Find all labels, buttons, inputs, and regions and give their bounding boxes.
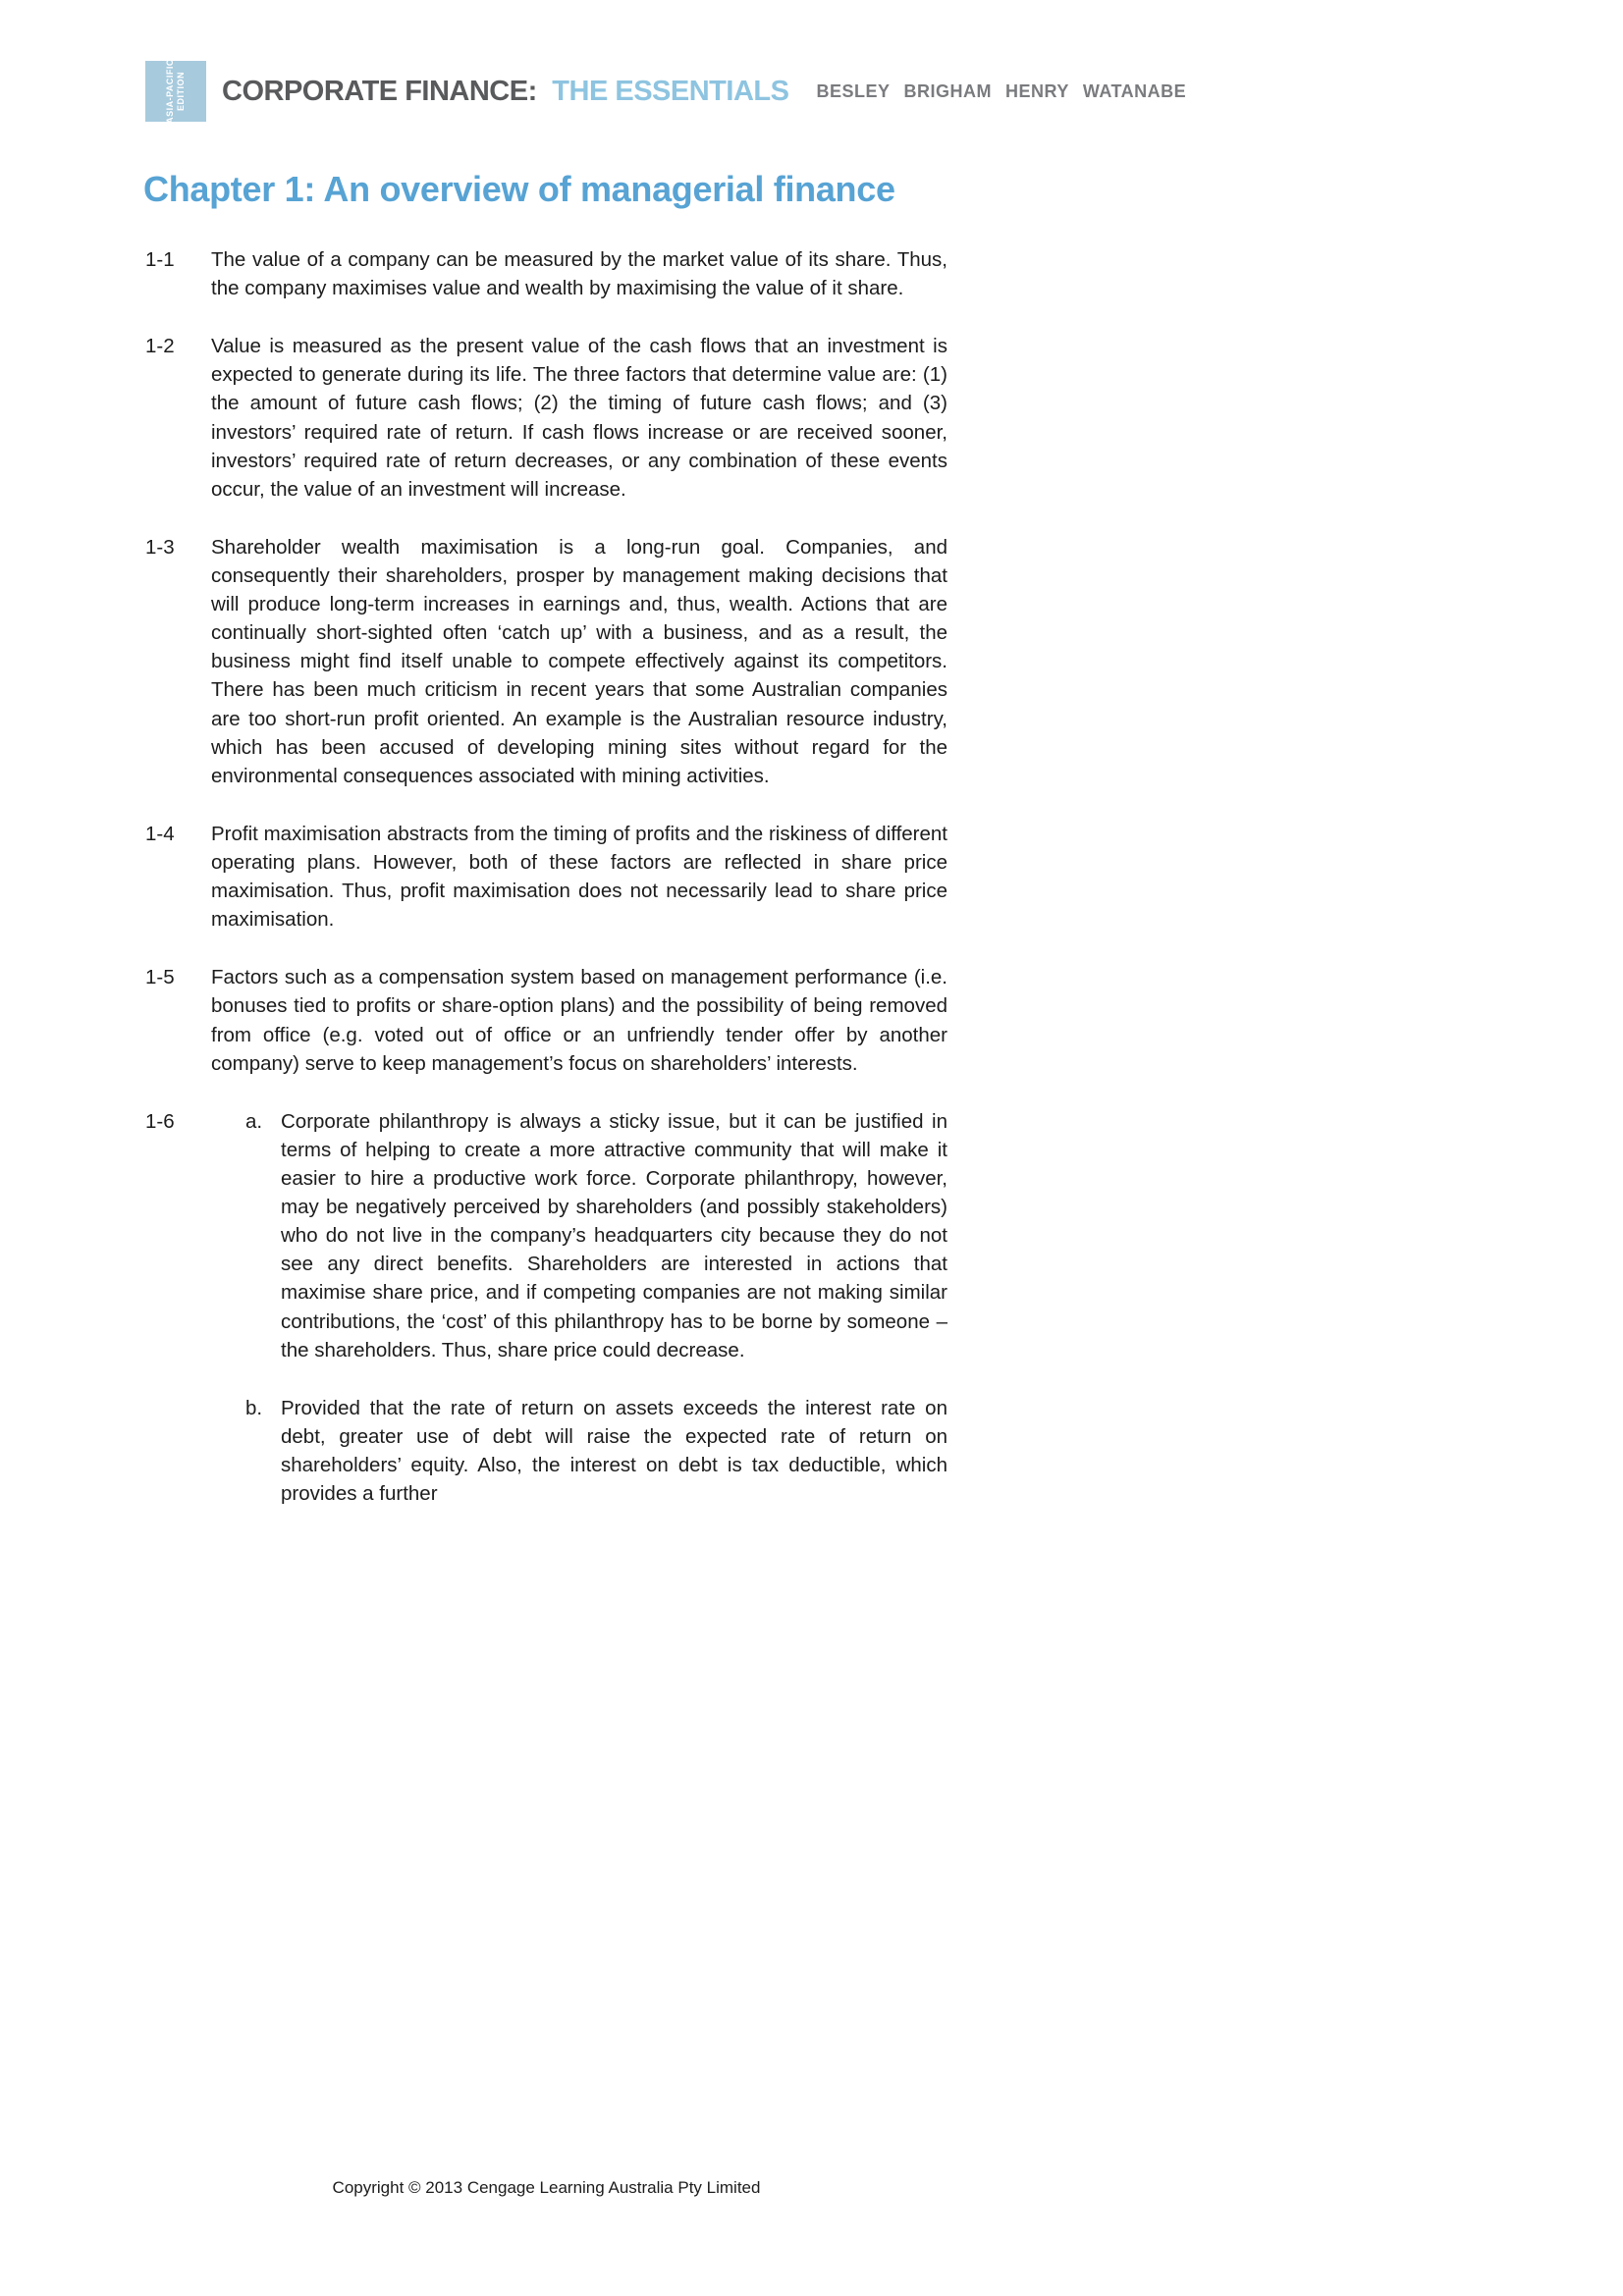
- book-title-sub: THE ESSENTIALS: [552, 75, 789, 107]
- answer-subitem-a: [245, 1107, 947, 1364]
- answer-text: Corporate philanthropy is always a sticky issue, but it can be justified in terms of helping to create a more attractive community that will make it easier to hire a productive work force. Corporate philanthropy, however, may be negatively perceived by shareholders (and possibly stakeholders) who do not live in the company’s headquarters city because they do not see any direct benefits. Shareholders are interested in actions that maximise share price, and if competing companies are not making similar contributions, the ‘cost’ of this philanthropy has to be borne by someone – the shareholders. Thus, share price could decrease.: [281, 1109, 947, 1362]
- edition-label-line2: EDITION: [176, 72, 186, 112]
- author-name: HENRY: [1004, 80, 1069, 101]
- answer-text: Value is measured as the present value of the cash flows that an investment is expected to generate during its life. The three factors that determine value are: (1) the amount of future cash flows; (2) the timing of future cash flows; and (3) investors’ required rate of return. If cash flows increase or are received sooner, investors’ required rate of return decreases, or any combination of these events occur, the value of an investment will increase.: [211, 335, 947, 501]
- answer-item-1-6: [145, 1107, 947, 1508]
- answer-subitem-b: [245, 1394, 947, 1508]
- publisher-edition-logo: [145, 61, 206, 122]
- author-name: BESLEY: [816, 80, 891, 101]
- question-number: 1-3: [145, 535, 175, 559]
- question-number: 1-5: [145, 966, 175, 989]
- answer-text: Provided that the rate of return on assets exceeds the interest rate on debt, greater use of debt will raise the expected rate of return on shareholders’ equity. Also, the interest on debt is tax deductible, which provides a further: [281, 1396, 947, 1506]
- book-title-main: CORPORATE FINANCE:: [222, 75, 537, 107]
- edition-label: [145, 61, 206, 122]
- edition-label-line1: ASIA-PACIFIC: [165, 59, 175, 124]
- book-title: [222, 76, 788, 108]
- question-number: 1-6: [145, 1109, 175, 1133]
- question-number: 1-2: [145, 335, 175, 358]
- answer-item-1-3: [145, 533, 947, 790]
- answer-text: The value of a company can be measured by the market value of its share. Thus, the company maximises value and wealth by maximising the value of it share.: [211, 248, 947, 300]
- question-number: 1-4: [145, 822, 175, 845]
- author-name: BRIGHAM: [903, 80, 992, 101]
- copyright-notice: Copyright © 2013 Cengage Learning Australia Pty Limited: [332, 2178, 761, 2197]
- subitem-label: a.: [245, 1109, 263, 1133]
- header: [145, 61, 1186, 122]
- answer-subitems: [211, 1107, 947, 1508]
- answer-item-1-5: [145, 963, 947, 1077]
- question-number: 1-1: [145, 248, 175, 271]
- answers-list: [145, 245, 947, 1537]
- answer-text: Profit maximisation abstracts from the timing of profits and the riskiness of different operating plans. However, both of these factors are reflected in share price maximisation. Thus, profit maximisation does not necessarily lead to share price maximisation.: [211, 822, 947, 932]
- authors-list: [816, 81, 1186, 102]
- chapter-title: Chapter 1: An overview of managerial finance: [143, 169, 895, 209]
- answer-item-1-4: [145, 820, 947, 934]
- answer-text: Factors such as a compensation system based on management performance (i.e. bonuses tied to profits or share-option plans) and the possibility of being removed from office (e.g. voted out of office or an unfriendly tender offer by another company) serve to keep management’s focus on shareholders’ interests.: [211, 966, 947, 1075]
- answer-text: Shareholder wealth maximisation is a long-run goal. Companies, and consequently their shareholders, prosper by management making decisions that will produce long-term increases in earnings and, thus, wealth. Actions that are continually short-sighted often ‘catch up’ with a business, and as a result, the business might find itself unable to compete effectively against its competitors. There has been much criticism in recent years that some Australian companies are too short-run profit oriented. An example is the Australian resource industry, which has been accused of developing mining sites without regard for the environmental consequences associated with mining activities.: [211, 535, 947, 787]
- author-name: WATANABE: [1082, 80, 1187, 101]
- answer-item-1-2: [145, 332, 947, 504]
- subitem-label: b.: [245, 1396, 263, 1419]
- answer-item-1-1: [145, 245, 947, 302]
